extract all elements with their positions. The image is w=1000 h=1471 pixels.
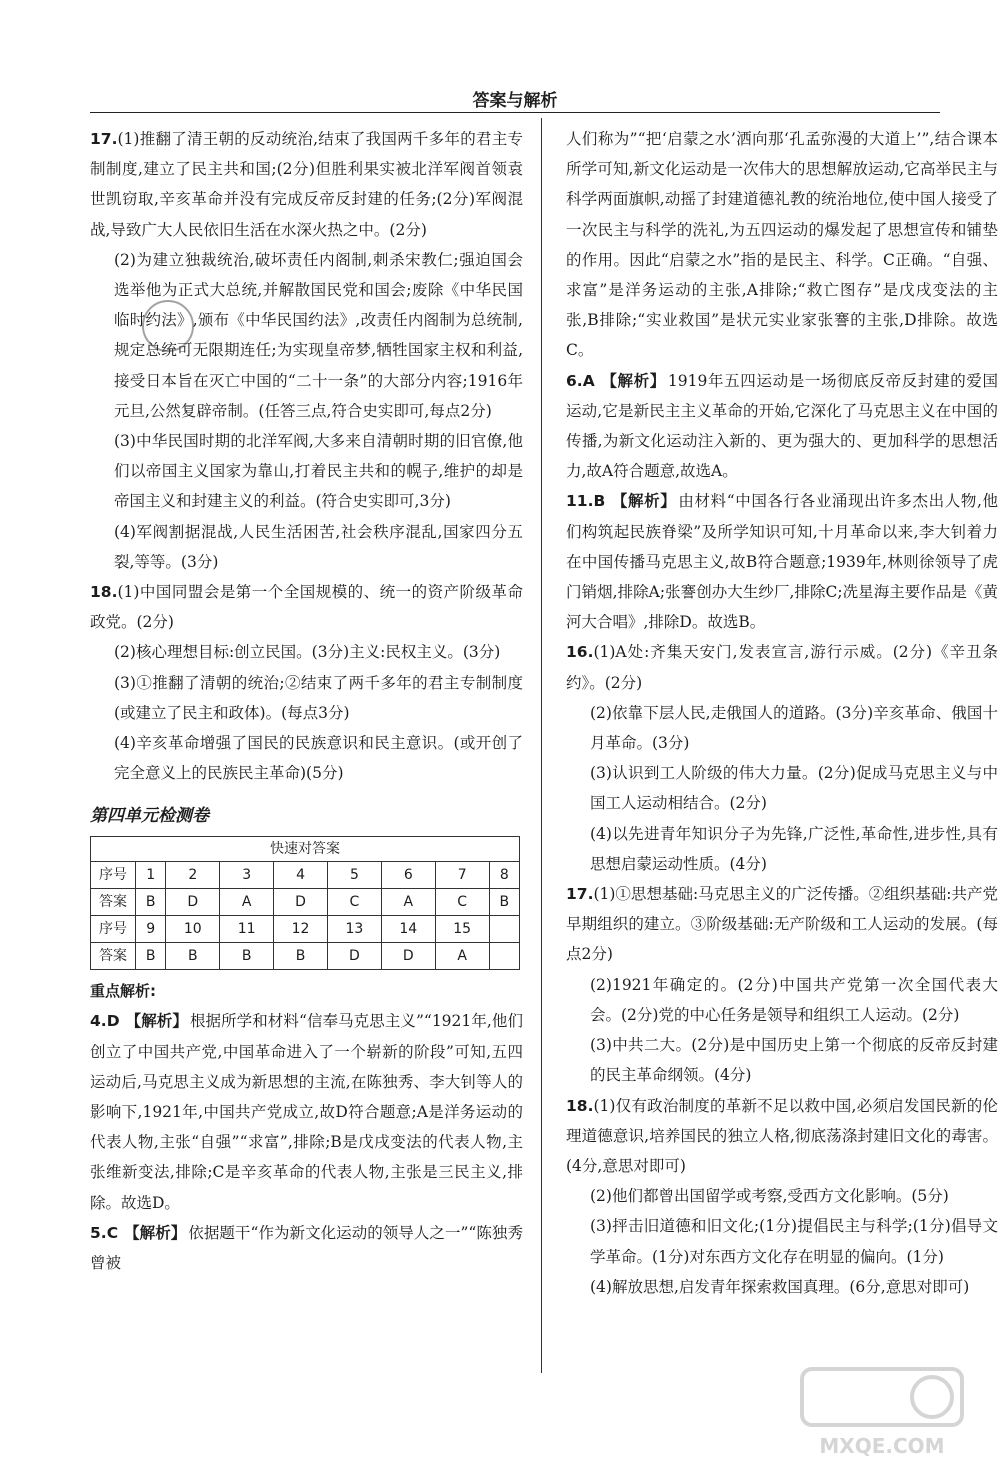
answer-5 (90, 1218, 523, 1278)
question-number: 4. (90, 1012, 107, 1031)
table-row (91, 916, 520, 943)
table-cell: 8 (489, 862, 519, 889)
question-number: 16. (566, 643, 594, 662)
answer-paragraph: (1)①思想基础:马克思主义的广泛传播。②组织基础:共产党早期组织的建立。③阶级基础:无产阶级和工人运动的发展。(每点2分) (566, 885, 998, 964)
answer-paragraph: (1)推翻了清王朝的反动统治,结束了我国两千多年的君主专制制度,建立了民主共和国;(2分)但胜利果实被北洋军阀首领袁世凯窃取,辛亥革命并没有完成反帝反封建的任务;(2分)军阀混战,导致广大人民依旧生活在水深火热之中。(2分) (90, 130, 523, 239)
table-cell: 10 (166, 916, 220, 943)
answer-paragraph: (2)1921年确定的。(2分)中国共产党第一次全国代表大会。(2分)党的中心任务是领导和组织工人运动。(2分) (590, 975, 998, 1024)
answer-17-left (90, 124, 523, 577)
table-row (91, 862, 520, 889)
answer-paragraph: (4)军阀割据混战,人民生活困苦,社会秩序混乱,国家四分五裂,等等。(3分) (114, 522, 523, 571)
answer-paragraph: (3)认识到工人阶级的伟大力量。(2分)促成马克思主义与中国工人运动相结合。(2分) (590, 764, 998, 813)
analysis-tag: 【解析】 (125, 1012, 188, 1031)
row-label: 答案 (91, 943, 136, 970)
question-number: 17. (566, 885, 594, 904)
table-cell: D (274, 889, 328, 916)
answer-5-continued (566, 124, 998, 366)
table-cell: 14 (381, 916, 435, 943)
column-divider (541, 118, 542, 1373)
analysis-tag: 【解析】 (611, 492, 677, 511)
question-number: 17. (90, 130, 118, 148)
answer-paragraph: (3)①推翻了清朝的统治;②结束了两千多年的君主专制制度(或建立了民主和政体)。(每点3分) (114, 673, 523, 722)
table-cell: B (489, 889, 519, 916)
table-cell: 13 (327, 916, 381, 943)
question-number: 11. (566, 492, 594, 511)
table-cell: D (327, 943, 381, 970)
table-cell: 1 (136, 862, 166, 889)
table-cell: 15 (435, 916, 489, 943)
analysis-text: 依据题干“作为新文化运动的领导人之一”“陈独秀曾被 (90, 1223, 523, 1273)
question-number: 18. (566, 1096, 594, 1115)
answer-paragraph: (4)辛亥革命增强了国民的民族意识和民主意识。(或开创了完全意义上的民族民主革命)(5分) (114, 734, 523, 783)
answer-paragraph: (2)核心理想目标:创立民国。(3分)主义:民权主义。(3分) (114, 643, 501, 662)
key-analysis-label: 重点解析: (90, 982, 156, 1001)
answer-choice: A (582, 371, 595, 390)
answer-choice: B (593, 492, 606, 511)
analysis-tag: 【解析】 (600, 371, 666, 390)
table-cell: D (381, 943, 435, 970)
answer-choice: D (106, 1012, 120, 1031)
site-watermark-logo-icon (792, 1361, 972, 1461)
right-column (566, 124, 998, 1302)
table-row (91, 943, 520, 970)
answer-choice: C (106, 1223, 119, 1242)
answer-18-left (90, 577, 523, 788)
table-cell: B (274, 943, 328, 970)
table-cell (489, 943, 519, 970)
answer-11 (566, 486, 998, 637)
row-label: 序号 (91, 862, 136, 889)
table-cell: 2 (166, 862, 220, 889)
section-title: 第四单元检测卷 (90, 806, 209, 827)
answer-paragraph: (3)抨击旧道德和旧文化;(1分)提倡民主与科学;(1分)倡导文学革命。(1分)对东西方文化存在明显的偏向。(1分) (590, 1217, 998, 1266)
analysis-text: 由材料“中国各行各业涌现出许多杰出人物,他们构筑起民族脊梁”及所学知识可知,十月革命以来,李大钊着力在中国传播马克思主义,故B符合题意;1939年,林则徐领导了虎门销烟,排除A;张謇创办大生纱厂,排除C;冼星海主要作品是《黄河大合唱》,排除D。故选B。 (566, 492, 998, 632)
answer-paragraph: (3)中共二大。(2分)是中国历史上第一个彻底的反帝反封建的民主革命纲领。(4分) (590, 1036, 998, 1085)
table-cell: B (166, 943, 220, 970)
table-cell: 9 (136, 916, 166, 943)
question-number: 6. (566, 371, 583, 390)
table-row (91, 889, 520, 916)
table-cell: 3 (220, 862, 274, 889)
table-cell: B (136, 943, 166, 970)
row-label: 答案 (91, 889, 136, 916)
table-cell: 12 (274, 916, 328, 943)
watermark-text: MXQE.COM (819, 1434, 945, 1458)
answer-paragraph: (1)A处:齐集天安门,发表宣言,游行示威。(2分)《辛丑条约》。(2分) (566, 643, 998, 692)
analysis-tag: 【解析】 (124, 1223, 187, 1242)
question-number: 5. (90, 1223, 107, 1242)
table-caption: 快速对答案 (91, 837, 520, 862)
table-cell: 4 (274, 862, 328, 889)
table-cell: 5 (327, 862, 381, 889)
analysis-text: 1919年五四运动是一场彻底反帝反封建的爱国运动,它是新民主主义革命的开始,它深化了马克思主义在中国的传播,为新文化运动注入新的、更为强大的、更加科学的思想活力,故A符合题意,故选A。 (566, 371, 998, 481)
table-cell: 6 (381, 862, 435, 889)
answer-paragraph: (3)中华民国时期的北洋军阀,大多来自清朝时期的旧官僚,他们以帝国主义国家为靠山,打着民主共和的幌子,维护的却是帝国主义和封建主义的利益。(符合史实即可,3分) (114, 432, 523, 511)
question-number: 18. (90, 583, 118, 602)
answer-paragraph: (2)为建立独裁统治,破坏责任内阁制,刺杀宋教仁;强迫国会选举他为正式大总统,并解散国民党和国会;废除《中华民国临时约法》,颁布《中华民国约法》,改责任内阁制为总统制,规定总统可无限期连任;为实现皇帝梦,牺牲国家主权和利益,接受日本旨在灭亡中国的“二十一条”的大部分内容;1916年元旦,公然复辟帝制。(任答三点,符合史实即可,每点2分) (114, 250, 523, 420)
table-cell: 11 (220, 916, 274, 943)
table-cell: A (381, 889, 435, 916)
table-cell: 7 (435, 862, 489, 889)
row-label: 序号 (91, 916, 136, 943)
answer-paragraph: (1)中国同盟会是第一个全国规模的、统一的资产阶级革命政党。(2分) (90, 583, 523, 632)
table-cell: B (220, 943, 274, 970)
answer-4 (90, 1006, 523, 1217)
answer-18-right (566, 1091, 998, 1302)
analysis-text: 人们称为”“把‘启蒙之水’洒向那‘孔孟弥漫的大道上’”,结合课本所学可知,新文化运动是一次伟大的思想解放运动,它高举民主与科学两面旗帜,动摇了封建道德礼教的统治地位,使中国人接受了一次民主与科学的洗礼,为五四运动的爆发起了思想宣传和铺垫的作用。因此“启蒙之水”指的是民主、科学。C正确。“自强、求富”是洋务运动的主张,A排除;“救亡图存”是戊戌变法的主张,B排除;“实业救国”是状元实业家张謇的主张,D排除。故选C。 (566, 130, 998, 360)
table-cell: C (327, 889, 381, 916)
table-cell: A (220, 889, 274, 916)
answer-17-right (566, 879, 998, 1090)
answer-paragraph: (2)他们都曾出国留学或考察,受西方文化影响。(5分) (590, 1187, 949, 1206)
answer-16 (566, 637, 998, 879)
answer-paragraph: (4)解放思想,启发青年探索救国真理。(6分,意思对即可) (590, 1277, 970, 1296)
table-cell: B (136, 889, 166, 916)
header-title: 答案与解析 (472, 91, 558, 111)
answer-paragraph: (4)以先进青年知识分子为先锋,广泛性,革命性,进步性,具有思想启蒙运动性质。(4分) (590, 824, 998, 873)
quick-answer-table (90, 836, 520, 970)
answer-6 (566, 366, 998, 487)
answer-paragraph: (2)依靠下层人民,走俄国人的道路。(3分)辛亥革命、俄国十月革命。(3分) (590, 703, 998, 753)
analysis-text: 根据所学和材料“信奉马克思主义”“1921年,他们创立了中国共产党,中国革命进入了一个崭新的阶段”可知,五四运动后,马克思主义成为新思想的主流,在陈独秀、李大钊等人的影响下,1921年,中国共产党成立,故D符合题意;A是洋务运动的代表人物,主张“自强”“求富”,排除;B是戊戌变法的代表人物,主张维新变法,排除;C是辛亥革命的代表人物,主张是三民主义,排除。故选D。 (90, 1012, 523, 1212)
left-column (90, 124, 523, 1278)
table-cell: D (166, 889, 220, 916)
answer-paragraph: (1)仅有政治制度的革新不足以救中国,必须启发国民新的伦理道德意识,培养国民的独立人格,彻底荡涤封建旧文化的毒害。(4分,意思对即可) (566, 1096, 998, 1175)
table-cell (489, 916, 519, 943)
table-cell: C (435, 889, 489, 916)
table-cell: A (435, 943, 489, 970)
page-header (90, 86, 940, 113)
